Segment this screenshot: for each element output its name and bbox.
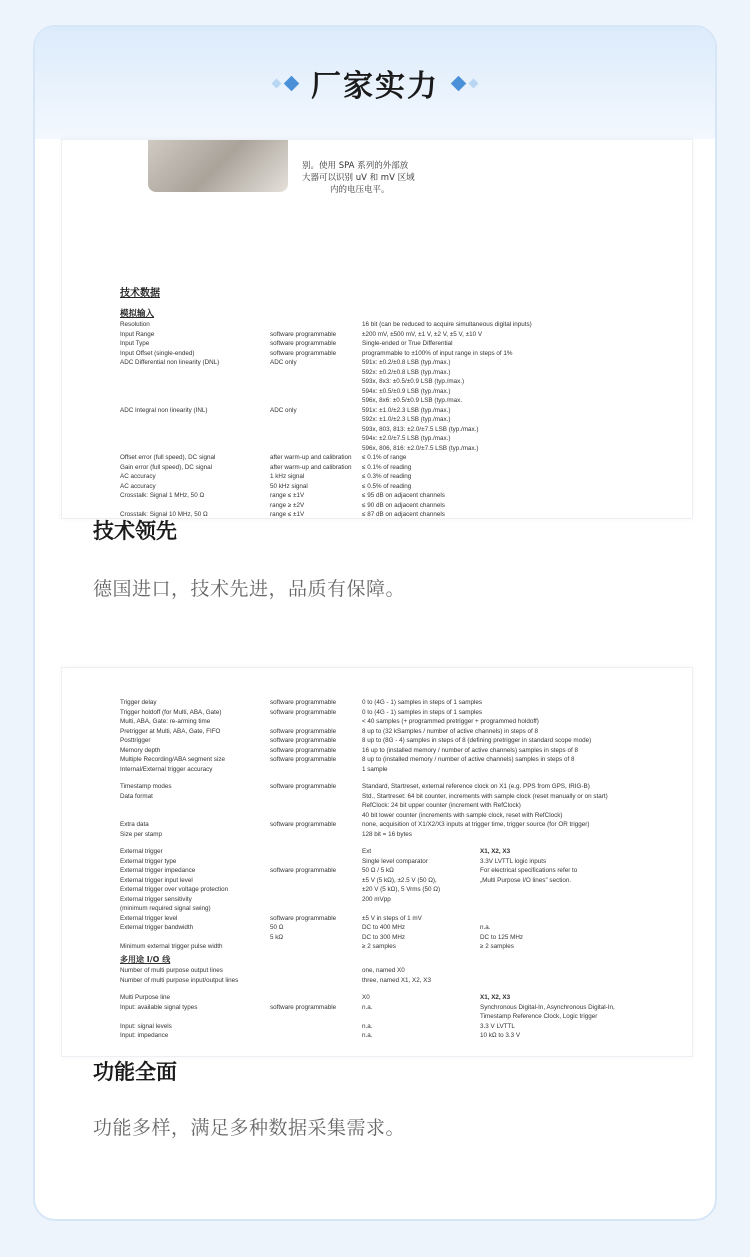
- spec-cell: [270, 885, 362, 895]
- spec-row: [120, 406, 692, 416]
- spec-row: [120, 368, 692, 378]
- spec-cell: External trigger: [120, 848, 163, 855]
- spec-sheet-image-analog: [61, 139, 693, 519]
- spec-cell: 0 to (4G - 1) samples in steps of 1 samples: [362, 708, 483, 716]
- spec-cell: Timestamp modes: [120, 783, 172, 790]
- spec-cell: [270, 1022, 362, 1032]
- spec-cell: [480, 885, 692, 895]
- spec-cell: For electrical specifications refer to: [480, 867, 578, 874]
- spec-row: [120, 942, 692, 952]
- spec-cell: DC to 400 MHz: [362, 924, 406, 931]
- spec-row: [120, 415, 692, 425]
- feature-description: 功能多样，满足多种数据采集需求。: [93, 1117, 406, 1139]
- spec-row: [120, 746, 692, 756]
- spec-row: [120, 755, 692, 765]
- spec-row: [120, 482, 692, 492]
- spec-cell: Extra data: [120, 821, 149, 828]
- spec-row: [120, 698, 692, 708]
- spec-row: [120, 933, 692, 943]
- spec-cell: Internal/External trigger accuracy: [120, 765, 213, 773]
- spec-cell: Multiple Recording/ABA segment size: [120, 756, 225, 763]
- spec-row: [120, 453, 692, 463]
- spec-cell: [270, 857, 362, 867]
- spec-cell: 8 up to (32 kSamples / number of active channels) in steps of 8: [362, 727, 539, 735]
- spec-row: [120, 463, 692, 473]
- spec-cell: 1 kHz signal: [270, 473, 305, 480]
- spec-cell: [270, 368, 362, 378]
- spec-cell: 591x: ±0.2/±0.8 LSB (typ./max.): [362, 359, 451, 366]
- spec-cell: [120, 387, 270, 397]
- spec-cell: Input: available signal types: [120, 1003, 198, 1011]
- spec-cell: [120, 501, 270, 511]
- spec-row: [120, 811, 692, 821]
- spec-cell: software programmable: [270, 867, 337, 874]
- spec-cell: 3.3V LVTTL logic inputs: [480, 857, 547, 865]
- spec-cell: Number of multi purpose input/output lines: [120, 976, 239, 984]
- spec-cell: Size per stamp: [120, 830, 162, 838]
- spec-row: [120, 820, 692, 830]
- diamond-small-icon: [469, 78, 479, 88]
- spec-cell: Number of multi purpose output lines: [120, 967, 223, 974]
- spec-cell: [270, 993, 362, 1003]
- spec-row: [120, 501, 692, 511]
- spec-cell: Crosstalk: Signal 1 MHz, 50 Ω: [120, 492, 205, 499]
- spec-cell: 593x, 8x3: ±0.5/±0.9 LSB (typ./max.): [362, 378, 465, 385]
- spec-row: [120, 966, 692, 976]
- spec-cell: [362, 1012, 480, 1022]
- spec-cell: 3.3 V LVTTL: [480, 1022, 515, 1030]
- spec-cell: [270, 396, 362, 406]
- spec-cell: software programmable: [270, 737, 337, 744]
- spec-cell: External trigger over voltage protection: [120, 886, 229, 893]
- spec-cell: External trigger input level: [120, 876, 193, 884]
- spec-cell: [270, 904, 362, 914]
- spec-cell: [480, 914, 692, 924]
- spec-cell: ≤ 87 dB on adjacent channels: [362, 511, 445, 518]
- spec-cell: 596x, 806, 816: ±2.0/±7.5 LSB (typ./max.): [362, 444, 479, 452]
- spec-row: [120, 708, 692, 718]
- spec-cell: Input: impedance: [120, 1032, 169, 1039]
- spec-cell: RefClock: 24 bit upper counter (increment with RefClock): [362, 802, 521, 809]
- io-section-title: 多用途 I/O 线: [120, 954, 171, 964]
- spec-cell: 8 up to (8G - 4) samples in steps of 8 (defining pretrigger in standard scope mode): [362, 737, 592, 744]
- page-title: 厂家实力: [311, 69, 439, 104]
- spec-cell: 16 up to (installed memory / number of active channels) samples in steps of 8: [362, 746, 578, 754]
- spec-cell: none, acquisition of X1/X2/X3 inputs at trigger time, trigger source (for OR trigger): [362, 821, 590, 828]
- spec-row: [120, 339, 692, 349]
- spec-cell: Standard, Startreset, external reference clock on X1 (e.g. PPS from GPS, IRIG-B): [362, 783, 590, 790]
- spec-cell: 592x: ±1.0/±2.3 LSB (typ./max.): [362, 416, 451, 423]
- diamond-icon: [451, 75, 467, 91]
- caption-line: 内的电压电平。: [330, 185, 390, 195]
- spec-cell: 200 mVpp: [362, 895, 391, 903]
- spec-cell: Input Offset (single-ended): [120, 349, 195, 357]
- spec-cell: [270, 415, 362, 425]
- spec-cell: [120, 368, 270, 378]
- spec-cell: [120, 1012, 270, 1022]
- spec-cell: 50 kHz signal: [270, 482, 308, 490]
- spec-cell: software programmable: [270, 756, 337, 763]
- spec-cell: software programmable: [270, 708, 337, 716]
- spec-cell: [270, 792, 362, 802]
- spec-cell: 50 Ω / 5 kΩ: [362, 867, 394, 874]
- spec-cell: ADC Differential non linearity (DNL): [120, 359, 220, 366]
- spec-cell: ≤ 0.5% of reading: [362, 482, 412, 490]
- spec-cell: one, named X0: [362, 967, 405, 974]
- spec-cell: 10 kΩ to 3.3 V: [480, 1032, 521, 1039]
- spec-row: [120, 387, 692, 397]
- spec-row: [120, 1003, 692, 1013]
- spec-sheet-image-trigger: [61, 667, 693, 1057]
- spec-row: [120, 830, 692, 840]
- spec-cell: X1, X2, X3: [480, 848, 511, 855]
- spec-cell: 596x, 8x6: ±0.5/±0.9 LSB (typ./max.: [362, 397, 463, 404]
- spec-cell: [120, 933, 270, 943]
- spec-cell: software programmable: [270, 330, 337, 338]
- spec-cell: software programmable: [270, 699, 337, 706]
- spec-row: [120, 885, 692, 895]
- spec-cell: 40 bit lower counter (increments with sample clock, reset with RefClock): [362, 811, 563, 819]
- spec-cell: software programmable: [270, 727, 337, 735]
- spec-cell: software programmable: [270, 914, 337, 922]
- spec-row: [120, 349, 692, 359]
- spec-row: [120, 782, 692, 792]
- spec-cell: after warm-up and calibration: [270, 463, 352, 471]
- spec-cell: AC accuracy: [120, 473, 156, 480]
- feature-description: 德国进口，技术先进，品质有保障。: [93, 578, 406, 600]
- spec-row: [120, 434, 692, 444]
- spec-subsection-title: 模拟输入: [120, 309, 155, 319]
- spec-cell: software programmable: [270, 746, 337, 754]
- spec-cell: [120, 444, 270, 454]
- spec-cell: [120, 811, 270, 821]
- spec-cell: X1, X2, X3: [480, 994, 511, 1001]
- spec-cell: ≥ 2 samples: [362, 943, 396, 950]
- spec-cell: n.a.: [362, 1003, 373, 1011]
- spec-row: [120, 993, 692, 1003]
- spec-cell: DC to 300 MHz: [362, 933, 406, 941]
- spec-cell: 16 bit (can be reduced to acquire simultaneous digital inputs): [362, 321, 532, 328]
- spec-table: [120, 320, 692, 519]
- spec-cell: [270, 434, 362, 444]
- spec-cell: ±200 mV, ±500 mV, ±1 V, ±2 V, ±5 V, ±10 V: [362, 330, 483, 338]
- spec-row: [120, 792, 692, 802]
- spec-cell: Resolution: [120, 321, 150, 328]
- spec-cell: [270, 1031, 362, 1041]
- spec-cell: n.a.: [362, 1022, 373, 1030]
- spec-cell: Single level comparator: [362, 857, 428, 865]
- spec-section-title: 技术数据: [120, 288, 160, 299]
- feature-title: 技术领先: [93, 519, 177, 543]
- spec-cell: programmable to ±100% of input range in steps of 1%: [362, 349, 513, 357]
- spec-cell: [480, 895, 692, 905]
- spec-cell: ADC only: [270, 359, 297, 366]
- spacer: [120, 985, 692, 993]
- spec-cell: Single-ended or True Differential: [362, 340, 453, 347]
- spec-cell: ≥ 2 samples: [480, 943, 514, 950]
- spec-cell: [120, 377, 270, 387]
- spacer: [120, 839, 692, 847]
- spec-cell: External trigger impedance: [120, 867, 196, 874]
- spec-cell: Offset error (full speed), DC signal: [120, 454, 216, 461]
- spec-row: [120, 914, 692, 924]
- spec-cell: 0 to (4G - 1) samples in steps of 1 samples: [362, 699, 483, 706]
- spec-cell: [270, 876, 362, 886]
- spec-cell: [270, 811, 362, 821]
- spec-cell: Multi, ABA, Gate: re-arming time: [120, 718, 211, 725]
- feature-title: 功能全面: [93, 1060, 177, 1084]
- spec-cell: Input Range: [120, 330, 155, 338]
- content-card: [33, 25, 717, 1221]
- spec-cell: ≤ 90 dB on adjacent channels: [362, 501, 445, 509]
- spec-cell: [270, 444, 362, 454]
- spec-cell: 594x: ±0.5/±0.9 LSB (typ./max.): [362, 387, 451, 395]
- spec-row: [120, 396, 692, 406]
- spec-cell: Trigger holdoff (for Multi, ABA, Gate): [120, 708, 222, 716]
- spec-cell: ±5 V in steps of 1 mV: [362, 914, 422, 922]
- spec-cell: ≤ 0.1% of range: [362, 454, 407, 461]
- spec-row: [120, 358, 692, 368]
- spec-row: [120, 765, 692, 775]
- spec-cell: [270, 425, 362, 435]
- spec-cell: 593x, 803, 813: ±2.0/±7.5 LSB (typ./max.): [362, 425, 479, 433]
- spec-row: [120, 1012, 692, 1022]
- spec-row: [120, 330, 692, 340]
- spec-row: [120, 736, 692, 746]
- photo-caption: [302, 160, 415, 196]
- spec-row: [120, 491, 692, 501]
- spec-cell: External trigger bandwidth: [120, 924, 194, 931]
- spec-cell: External trigger sensitivity: [120, 895, 192, 903]
- spec-cell: [270, 765, 362, 775]
- spec-cell: ±5 V (5 kΩ), ±2.5 V (50 Ω),: [362, 876, 437, 884]
- spec-cell: ≤ 0.3% of reading: [362, 473, 412, 480]
- spec-row: [120, 1022, 692, 1032]
- right-decoration: [453, 78, 477, 89]
- spec-cell: [270, 895, 362, 905]
- spec-cell: [362, 904, 480, 914]
- spec-cell: < 40 samples (+ programmed pretrigger + programmed holdoff): [362, 718, 539, 725]
- spec-cell: [120, 801, 270, 811]
- spec-cell: External trigger type: [120, 857, 177, 865]
- spec-cell: Multi Purpose line: [120, 994, 171, 1001]
- spec-cell: software programmable: [270, 349, 337, 357]
- spec-cell: Crosstalk: Signal 10 MHz, 50 Ω: [120, 511, 208, 518]
- spec-cell: Minimum external trigger pulse width: [120, 943, 223, 950]
- spec-cell: Pretrigger at Multi, ABA, Gate, FIFO: [120, 727, 221, 735]
- spacer: [120, 774, 692, 782]
- spec-cell: 1 sample: [362, 765, 388, 773]
- spec-cell: AC accuracy: [120, 482, 156, 490]
- spec-row: [120, 876, 692, 886]
- spec-row: [120, 866, 692, 876]
- spec-row: [120, 320, 692, 330]
- spec-cell: range ≤ ±1V: [270, 492, 305, 499]
- spec-cell: [120, 434, 270, 444]
- spec-row: [120, 976, 692, 986]
- spec-cell: (minimum required signal swing): [120, 905, 211, 912]
- spec-row: [120, 727, 692, 737]
- spec-row: [120, 444, 692, 454]
- spec-cell: [480, 904, 692, 914]
- spec-cell: Synchronous Digital-In, Asynchronous Digital-In,: [480, 1003, 615, 1011]
- spec-cell: [270, 377, 362, 387]
- spec-row: [120, 801, 692, 811]
- spec-cell: [270, 717, 362, 727]
- spec-table: [120, 698, 692, 1041]
- spec-cell: 592x: ±0.2/±0.8 LSB (typ./max.): [362, 368, 451, 376]
- spec-cell: „Multi Purpose I/O lines" section.: [480, 876, 572, 884]
- spec-cell: ≤ 95 dB on adjacent channels: [362, 492, 445, 499]
- spec-cell: Timestamp Reference Clock, Logic trigger: [480, 1013, 598, 1020]
- spec-row: [120, 510, 692, 519]
- spec-row: [120, 904, 692, 914]
- spec-cell: [270, 387, 362, 397]
- spec-cell: [120, 425, 270, 435]
- spec-cell: software programmable: [270, 1003, 337, 1011]
- spec-cell: [120, 396, 270, 406]
- spec-cell: ADC only: [270, 406, 297, 414]
- spec-cell: 50 Ω: [270, 924, 284, 931]
- spec-cell: Trigger delay: [120, 699, 157, 706]
- spec-cell: 5 kΩ: [270, 933, 284, 941]
- spec-cell: [270, 847, 362, 857]
- spec-cell: [270, 320, 362, 330]
- spec-row: [120, 857, 692, 867]
- spec-cell: [120, 415, 270, 425]
- diamond-icon: [284, 75, 300, 91]
- spec-cell: 594x: ±2.0/±7.5 LSB (typ./max.): [362, 435, 451, 442]
- spec-row: [120, 923, 692, 933]
- spec-cell: Memory depth: [120, 746, 161, 754]
- caption-line: 大器可以识别 uV 和 mV 区域: [302, 173, 415, 183]
- spec-cell: [480, 976, 692, 986]
- spec-cell: ≤ 0.1% of reading: [362, 463, 412, 471]
- spec-cell: three, named X1, X2, X3: [362, 976, 431, 984]
- section-header: [35, 27, 715, 139]
- spec-cell: range ≤ ±1V: [270, 511, 305, 518]
- spec-cell: Gain error (full speed), DC signal: [120, 463, 213, 471]
- spec-row: [120, 717, 692, 727]
- spec-cell: X0: [362, 994, 370, 1001]
- spec-cell: software programmable: [270, 783, 337, 790]
- product-photo: [148, 140, 288, 192]
- spec-cell: [270, 942, 362, 952]
- spec-cell: Ext: [362, 848, 372, 855]
- spec-cell: [270, 966, 362, 976]
- spec-row: [120, 425, 692, 435]
- spec-cell: External trigger level: [120, 914, 178, 922]
- spec-cell: 128 bit = 16 bytes: [362, 830, 412, 838]
- left-decoration: [273, 78, 297, 89]
- spec-cell: range ≥ ±2V: [270, 501, 305, 509]
- spec-cell: [270, 830, 362, 840]
- spec-cell: Posttrigger: [120, 737, 151, 744]
- spec-cell: software programmable: [270, 821, 337, 828]
- diamond-small-icon: [272, 78, 282, 88]
- spec-cell: Data format: [120, 792, 153, 800]
- spec-cell: ADC Integral non linearity (INL): [120, 406, 208, 414]
- spec-cell: [270, 976, 362, 986]
- spec-cell: 8 up to (installed memory / number of active channels) samples in steps of 8: [362, 756, 575, 763]
- spec-cell: n.a.: [480, 924, 491, 931]
- spec-cell: software programmable: [270, 340, 337, 347]
- spec-cell: [480, 966, 692, 976]
- spec-cell: ±20 V (5 kΩ), 5 Vrms (50 Ω): [362, 886, 441, 893]
- caption-line: 别。使用 SPA 系列的外部放: [302, 161, 409, 171]
- spec-cell: [270, 801, 362, 811]
- spec-row: [120, 1031, 692, 1041]
- spec-cell: after warm-up and calibration: [270, 454, 352, 461]
- spec-cell: n.a.: [362, 1032, 373, 1039]
- spec-cell: Input: signal levels: [120, 1022, 172, 1030]
- spec-cell: Std., Startreset: 64 bit counter, increments with sample clock (reset manually or on start): [362, 792, 608, 800]
- spec-row: [120, 847, 692, 857]
- spec-cell: DC to 125 MHz: [480, 933, 524, 941]
- spec-cell: Input Type: [120, 340, 150, 347]
- spec-cell: 591x: ±1.0/±2.3 LSB (typ./max.): [362, 406, 451, 414]
- spec-cell: [270, 1012, 362, 1022]
- spec-row: [120, 377, 692, 387]
- spec-row: [120, 472, 692, 482]
- spec-row: [120, 895, 692, 905]
